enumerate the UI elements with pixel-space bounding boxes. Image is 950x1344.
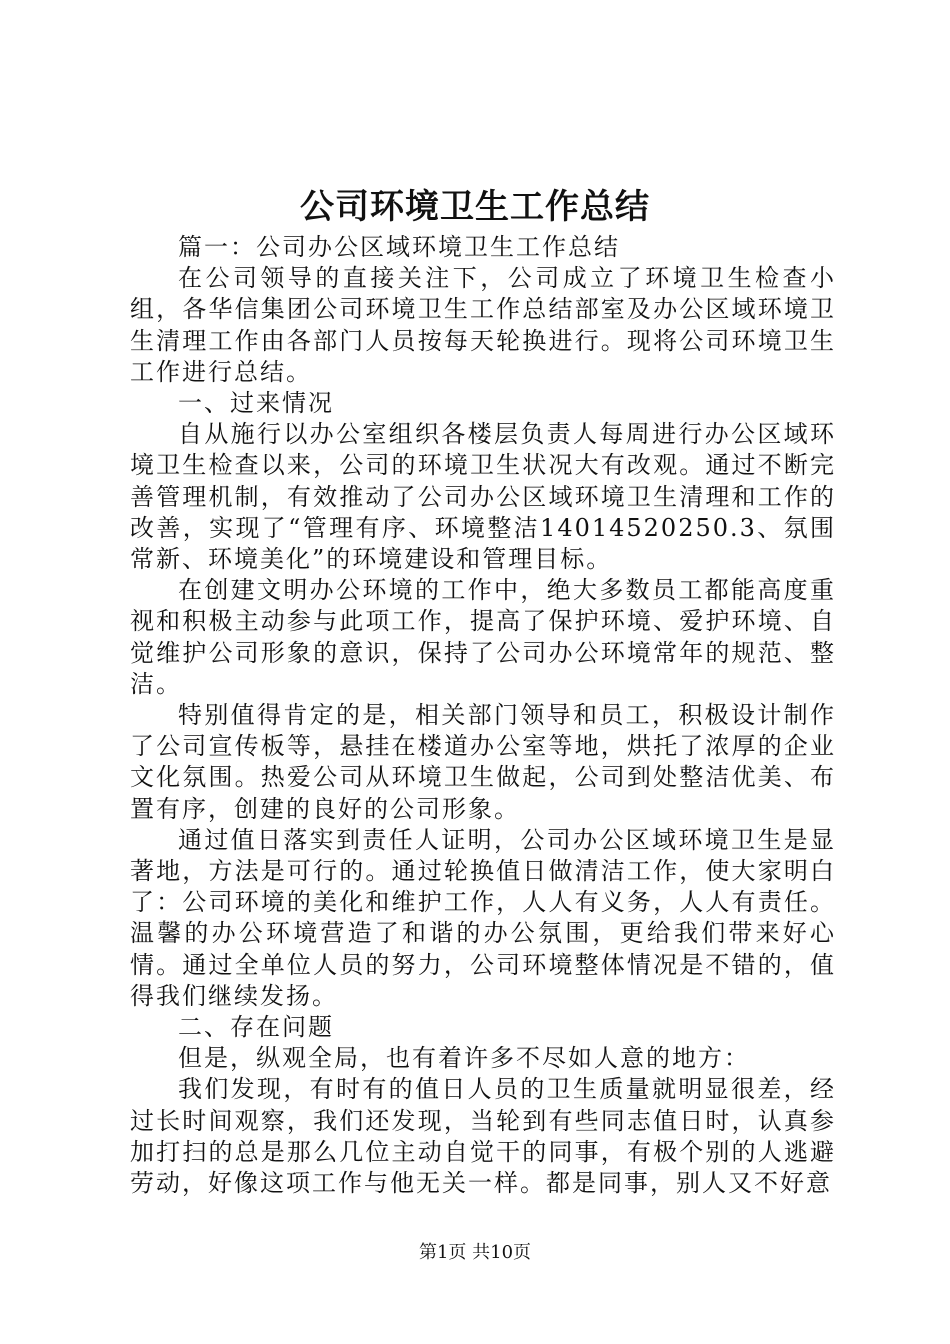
paragraph: 但是，纵观全局，也有着许多不尽如人意的地方： bbox=[178, 1044, 750, 1073]
paragraph: 我们发现，有时有的值日人员的卫生质量就明显很差，经过长时间观察，我们还发现，当轮到有些同志值日时，认真参加打扫的总是那么几位主动自觉干的同事，有极个别的人逃避劳动，好像这项工作与他无关一样。都是同事，别人又不好意 bbox=[130, 1075, 836, 1198]
paragraph: 自从施行以办公室组织各楼层负责人每周进行办公区域环境卫生检查以来，公司的环境卫生状况大有改观。通过不断完善管理机制，有效推动了公司办公区域环境卫生清理和工作的改善，实现了“管理有序、环境整洁14014520250.3、氛围常新、环境美化”的环境建设和管理目标。 bbox=[130, 420, 836, 574]
section-heading: 一、过来情况 bbox=[178, 389, 334, 418]
document-title: 公司环境卫生工作总结 bbox=[300, 187, 650, 227]
paragraph: 通过值日落实到责任人证明，公司办公区域环境卫生是显著地，方法是可行的。通过轮换值日做清洁工作，使大家明白了：公司环境的美化和维护工作，人人有义务，人人有责任。温馨的办公环境营造了和谐的办公氛围，更给我们带来好心情。通过全单位人员的努力，公司环境整体情况是不错的，值得我们继续发扬。 bbox=[130, 825, 836, 1010]
document-body bbox=[130, 232, 836, 1199]
section-heading: 篇一：公司办公区域环境卫生工作总结 bbox=[178, 233, 620, 261]
paragraph: 特别值得肯定的是，相关部门领导和员工，积极设计制作了公司宣传板等，悬挂在楼道办公室等地，烘托了浓厚的企业文化氛围。热爱公司从环境卫生做起，公司到处整洁优美、布置有序，创建的良好的公司形象。 bbox=[130, 701, 836, 823]
paragraph: 在公司领导的直接关注下，公司成立了环境卫生检查小组，各华信集团公司环境卫生工作总结部室及办公区域环境卫生清理工作由各部门人员按每天轮换进行。现将公司环境卫生工作进行总结。 bbox=[130, 264, 836, 386]
section-heading: 二、存在问题 bbox=[178, 1013, 334, 1042]
page-number-footer: 第1页 共10页 bbox=[418, 1242, 532, 1263]
paragraph: 在创建文明办公环境的工作中，绝大多数员工都能高度重视和积极主动参与此项工作，提高了保护环境、爱护环境、自觉维护公司形象的意识，保持了公司办公环境常年的规范、整洁。 bbox=[130, 576, 836, 698]
